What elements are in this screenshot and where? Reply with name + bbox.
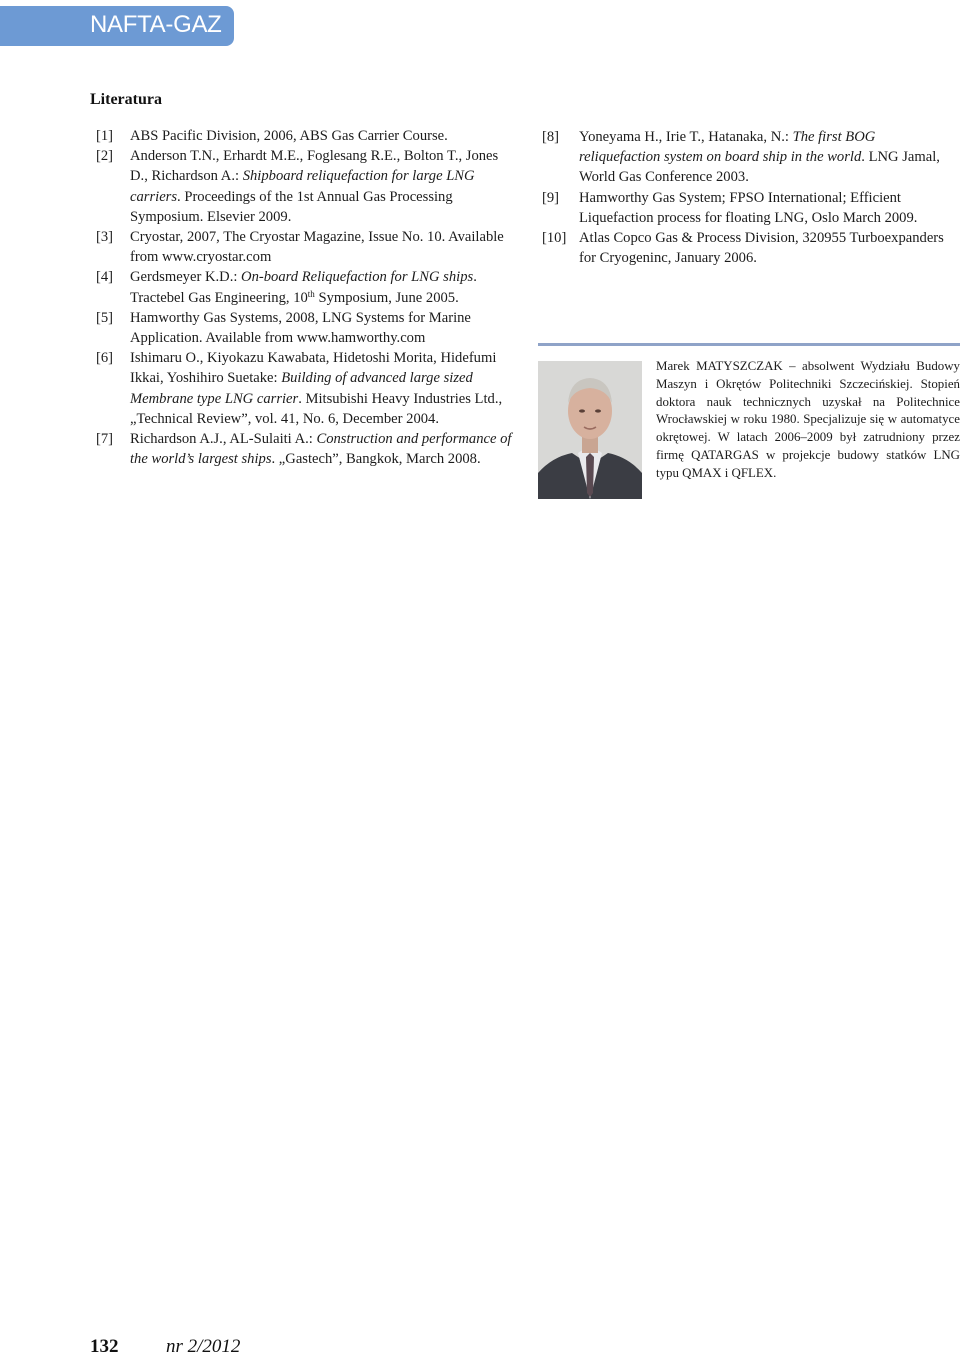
reference-text: [130, 429, 512, 469]
reference-number: [2]: [96, 148, 114, 165]
reference-fragment: Anderson T.N., Erhardt M.E., Foglesang R.E., Bolton T., Jones D., Richardson A.:: [130, 148, 499, 185]
references-left-column: [92, 126, 512, 469]
reference-item: [538, 228, 960, 268]
reference-number: [7]: [96, 431, 114, 448]
reference-number: [9]: [542, 189, 560, 206]
reference-number: [3]: [96, 229, 114, 246]
reference-number: [10]: [542, 230, 567, 247]
references-right-column: [538, 127, 960, 268]
reference-number: [6]: [96, 350, 114, 367]
reference-fragment: Gerdsmeyer K.D.:: [130, 269, 242, 286]
reference-text: [130, 267, 512, 307]
reference-fragment: . „Gastech”, Bangkok, March 2008.: [271, 451, 481, 468]
page-number: 132: [90, 1336, 119, 1357]
reference-fragment: Cryostar, 2007, The Cryostar Magazine, Issue No. 10. Available from www.cryostar.com: [130, 229, 504, 266]
reference-item: [538, 127, 960, 188]
reference-item: [92, 348, 512, 429]
reference-text: [579, 188, 960, 228]
author-divider: [538, 343, 960, 346]
journal-title: NAFTA-GAZ: [90, 11, 222, 38]
reference-fragment: Hamworthy Gas Systems, 2008, LNG Systems for Marine Application. Available from www.hamworthy.com: [130, 309, 471, 347]
reference-title: Building of advanced large sized Membrane type LNG carrier: [130, 370, 473, 407]
reference-item: [92, 308, 512, 348]
reference-text: [130, 146, 512, 227]
reference-fragment: Richardson A.J., AL-Sulaiti A.:: [130, 431, 317, 448]
reference-text: [130, 126, 512, 146]
reference-item: [92, 126, 512, 146]
reference-item: [92, 227, 512, 267]
reference-number: [5]: [96, 309, 114, 326]
reference-title: The first BOG reliquefaction system on board ship in the world: [579, 129, 876, 166]
reference-fragment: . LNG Jamal, World Gas Conference 2003.: [579, 149, 940, 186]
reference-fragment: . Mitsubishi Heavy Industries Ltd., „Technical Review”, vol. 41, No. 6, December 2004.: [130, 390, 503, 427]
author-photo: [538, 361, 642, 499]
reference-text: [579, 228, 960, 268]
reference-text: [579, 127, 960, 188]
reference-title: Construction and performance of the world’s largest ships: [130, 431, 512, 468]
reference-fragment: . Proceedings of the 1st Annual Gas Processing Symposium. Elsevier 2009.: [130, 188, 453, 225]
issue-number: nr 2/2012: [166, 1336, 241, 1357]
reference-fragment: Atlas Copco Gas & Process Division, 320955 Turboexpanders for Cryogeninc, January 2006.: [579, 230, 944, 267]
reference-number: [1]: [96, 128, 114, 144]
reference-text: [130, 227, 512, 267]
reference-text: [130, 308, 512, 348]
reference-number: [8]: [542, 129, 560, 145]
reference-text: [130, 348, 512, 429]
reference-fragment: ABS Pacific Division, 2006, ABS Gas Carrier Course.: [130, 128, 448, 144]
reference-fragment: Yoneyama H., Irie T., Hatanaka, N.:: [579, 129, 793, 145]
reference-item: [92, 146, 512, 227]
reference-fragment: Symposium, June 2005.: [314, 289, 459, 306]
reference-fragment: . Tractebel Gas Engineering, 10: [130, 269, 477, 306]
author-portrait-icon: [538, 361, 642, 499]
reference-title: Shipboard reliquefaction for large LNG carriers: [130, 168, 475, 205]
reference-fragment: Hamworthy Gas System; FPSO International; Efficient Liquefaction process for floating LNG, Oslo March 2009.: [579, 189, 918, 226]
author-bio: Marek MATYSZCZAK – absolwent Wydziału Budowy Maszyn i Okrętów Politechniki Szczecińskiej. Stopień doktora nauk technicznych uzyskał na Politechnice Wrocławskiej w roku 1980. Specjalizuje się w automatyce okrętowej. W latach 2006–2009 był zatrudniony przez firmę QATARGAS w projekcje budowy statków LNG typu QMAX i QFLEX.: [656, 359, 960, 480]
reference-fragment: Ishimaru O., Kiyokazu Kawabata, Hidetoshi Morita, Hidefumi Ikkai, Yoshihiro Suetake:: [130, 350, 497, 387]
section-heading: Literatura: [90, 91, 162, 108]
reference-fragment: th: [307, 288, 315, 299]
reference-item: [538, 188, 960, 228]
reference-item: [92, 267, 512, 307]
reference-title: On-board Reliquefaction for LNG ships: [241, 269, 474, 286]
reference-number: [4]: [96, 269, 114, 286]
reference-item: [92, 429, 512, 469]
